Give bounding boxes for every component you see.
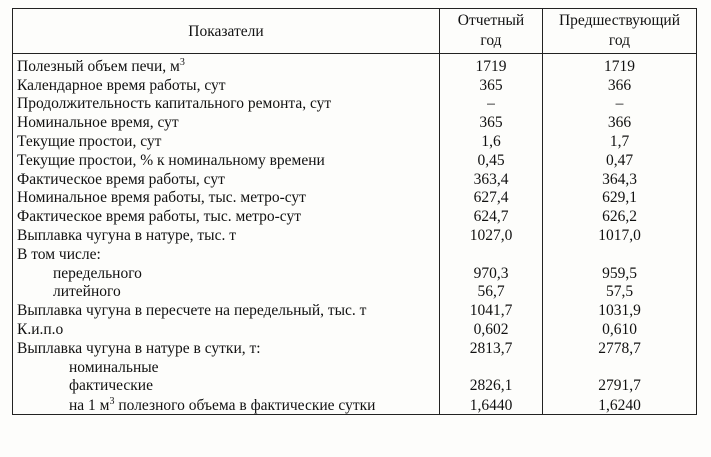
value-current: 1,6 (440, 131, 543, 150)
row-label: Фактическое время работы, тыс. метро-сут (13, 206, 440, 225)
value-current (440, 357, 543, 376)
row-label: Текущие простои, сут (13, 131, 440, 150)
superscript: 3 (179, 56, 185, 68)
table-row (13, 376, 697, 395)
value-previous: 366 (543, 75, 697, 94)
value-current: 2813,7 (440, 338, 543, 357)
table-row (13, 357, 697, 376)
table-row (13, 394, 697, 415)
row-label-indented: передельного (13, 263, 440, 282)
value-current: 365 (440, 112, 543, 131)
header-current-line2: год (480, 32, 502, 49)
table-row (13, 150, 697, 169)
table-row (13, 206, 697, 225)
value-current: 1719 (440, 54, 543, 75)
table-row (13, 338, 697, 357)
value-previous: 1,6240 (543, 394, 697, 415)
header-previous-year (543, 9, 697, 54)
value-current: 627,4 (440, 188, 543, 207)
table-row (13, 263, 697, 282)
value-previous: 629,1 (543, 188, 697, 207)
value-current: – (440, 94, 543, 113)
table-row (13, 300, 697, 319)
value-previous: 1719 (543, 54, 697, 75)
header-current-line1: Отчетный (457, 12, 525, 29)
value-previous: – (543, 94, 697, 113)
header-previous-line1: Предшествующий (558, 12, 680, 29)
value-previous: 2778,7 (543, 338, 697, 357)
table-row (13, 54, 697, 75)
superscript: 3 (109, 396, 115, 408)
value-previous: 1017,0 (543, 225, 697, 244)
value-previous: 959,5 (543, 263, 697, 282)
table-row (13, 225, 697, 244)
row-label: Календарное время работы, сут (13, 75, 440, 94)
row-label: Номинальное время работы, тыс. метро-сут (13, 188, 440, 207)
row-label-indented: фактические (13, 376, 440, 395)
table-row (13, 94, 697, 113)
row-label: К.и.п.о (13, 319, 440, 338)
table-row (13, 244, 697, 263)
row-label: В том числе: (13, 244, 440, 263)
row-label: Полезный объем печи, $м^3$ (13, 54, 440, 75)
row-label-indented: литейного (13, 282, 440, 301)
value-previous: 1,7 (543, 131, 697, 150)
row-label-indented: на 1 $м^3$ полезного объема в фактические сутки (13, 394, 440, 415)
value-previous: 364,3 (543, 169, 697, 188)
value-current (440, 244, 543, 263)
row-label: Продолжительность капитального ремонта, сут (13, 94, 440, 113)
value-current: 363,4 (440, 169, 543, 188)
value-current: 2826,1 (440, 376, 543, 395)
value-previous: 1031,9 (543, 300, 697, 319)
row-label: Текущие простои, % к номинальному времени (13, 150, 440, 169)
header-indicator: Показатели (13, 9, 440, 54)
value-previous: 366 (543, 112, 697, 131)
row-label: Номинальное время, сут (13, 112, 440, 131)
value-previous: 0,47 (543, 150, 697, 169)
table-row (13, 169, 697, 188)
value-current: 1027,0 (440, 225, 543, 244)
table-row (13, 188, 697, 207)
value-previous: 2791,7 (543, 376, 697, 395)
row-label: Выплавка чугуна в натуре, тыс. т (13, 225, 440, 244)
header-current-year (440, 9, 543, 54)
value-current: 56,7 (440, 282, 543, 301)
value-previous: 57,5 (543, 282, 697, 301)
value-previous (543, 357, 697, 376)
table-row (13, 75, 697, 94)
value-current: 0,45 (440, 150, 543, 169)
row-label: Фактическое время работы, сут (13, 169, 440, 188)
indicators-table (12, 8, 697, 415)
value-current: 1,6440 (440, 394, 543, 415)
value-current: 624,7 (440, 206, 543, 225)
value-previous: 626,2 (543, 206, 697, 225)
row-label: Выплавка чугуна в пересчете на передельный, тыс. т (13, 300, 440, 319)
value-previous: 0,610 (543, 319, 697, 338)
value-current: 1041,7 (440, 300, 543, 319)
value-previous (543, 244, 697, 263)
table-row (13, 112, 697, 131)
value-current: 365 (440, 75, 543, 94)
table-row (13, 131, 697, 150)
table-row (13, 282, 697, 301)
value-current: 970,3 (440, 263, 543, 282)
header-previous-line2: год (608, 32, 631, 49)
table-row (13, 319, 697, 338)
value-current: 0,602 (440, 319, 543, 338)
row-label-indented: номинальные (13, 357, 440, 376)
table-header-row (13, 9, 697, 54)
row-label: Выплавка чугуна в натуре в сутки, т: (13, 338, 440, 357)
